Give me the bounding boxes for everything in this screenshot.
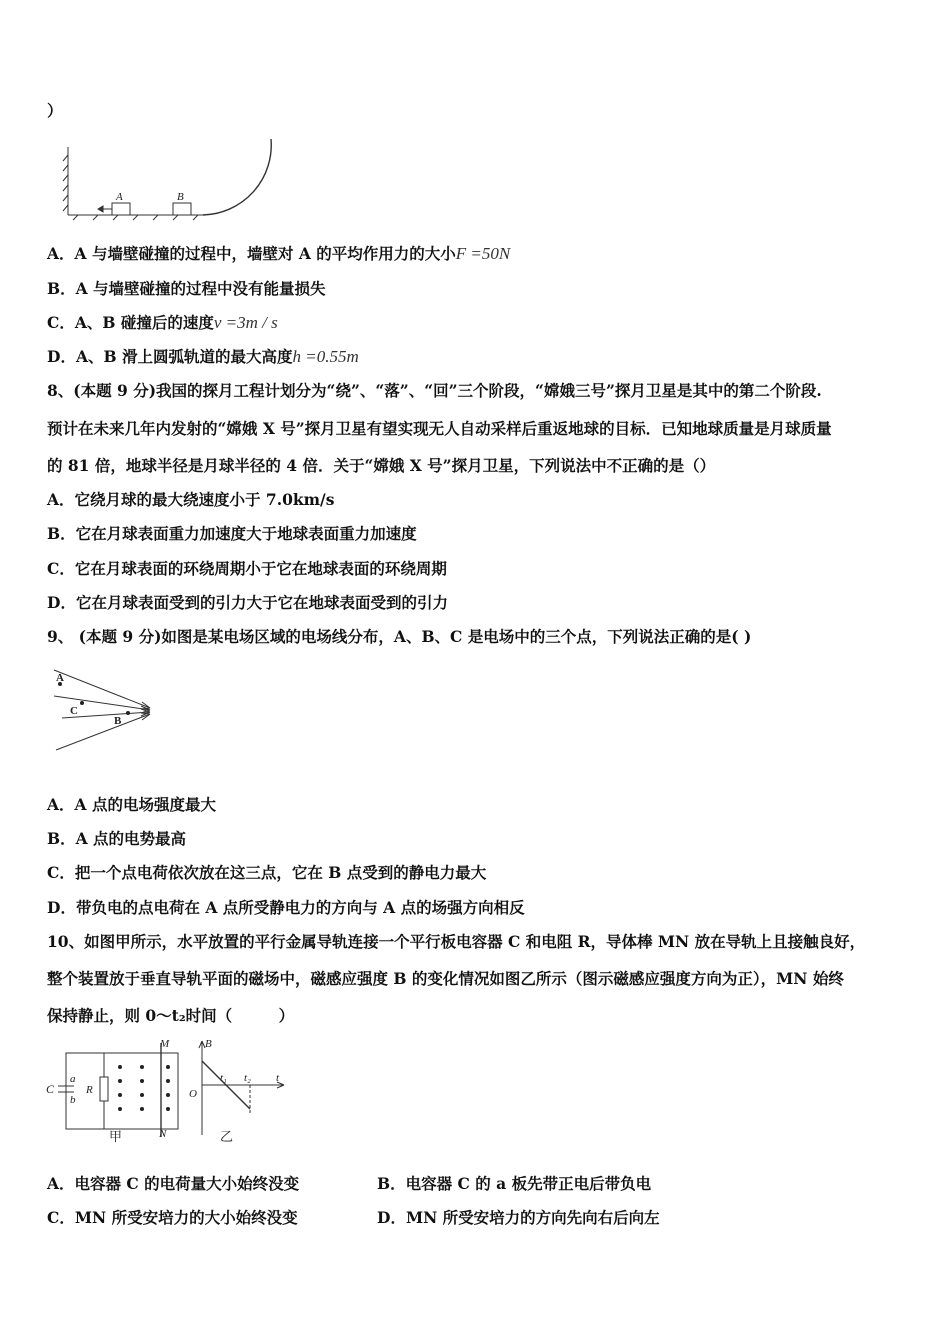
q10-option-b: B．电容器 C 的 a 板先带正电后带负电 bbox=[377, 1174, 652, 1193]
q7-figure-label-a: A bbox=[116, 191, 123, 203]
q7-option-b: B．A 与墙壁碰撞的过程中没有能量损失 bbox=[47, 279, 326, 298]
q8-stem-line-3: 的 81 倍，地球半径是月球半径的 4 倍．关于“嫦娥 X 号”探月卫星，下列说法中不正确的是（） bbox=[47, 456, 716, 475]
jia-caption: 甲 bbox=[109, 1130, 123, 1145]
q7-option-d: D．A、B 滑上圆弧轨道的最大高度h =0.55m bbox=[47, 347, 359, 366]
q10-option-d: D．MN 所受安培力的方向先向右后向左 bbox=[377, 1208, 660, 1227]
q9-figure-label-c: C bbox=[70, 705, 78, 717]
q7-option-a: A．A 与墙壁碰撞的过程中，墙壁对 A 的平均作用力的大小F =50N bbox=[47, 244, 511, 263]
q10-figure-yi bbox=[184, 1035, 290, 1147]
q7-option-c: C．A、B 碰撞后的速度v =3m / s bbox=[47, 313, 278, 332]
yi-label-b: B bbox=[205, 1038, 212, 1050]
q8-option-c: C．它在月球表面的环绕周期小于它在地球表面的环绕周期 bbox=[47, 559, 447, 578]
jia-label-n: N bbox=[159, 1128, 167, 1140]
q10-stem-line-1: 10、如图甲所示，水平放置的平行金属导轨连接一个平行板电容器 C 和电阻 R，导体棒 MN 放在导轨上且接触良好， bbox=[47, 932, 866, 951]
q8-option-d: D．它在月球表面受到的引力大于它在地球表面受到的引力 bbox=[47, 593, 448, 612]
yi-label-o: O bbox=[189, 1088, 197, 1100]
q9-option-d: D．带负电的点电荷在 A 点所受静电力的方向与 A 点的场强方向相反 bbox=[47, 898, 525, 917]
yi-label-t: t bbox=[276, 1072, 280, 1084]
jia-label-a: a bbox=[70, 1073, 76, 1085]
yi-label-t2: t₂ bbox=[244, 1072, 251, 1084]
q9-stem: 9、 (本题 9 分)如图是某电场区域的电场线分布，A、B、C 是电场中的三个点，下列说法正确的是( ) bbox=[47, 627, 752, 646]
q10-stem-line-3: 保持静止，则 0～t₂时间（ ） bbox=[47, 1006, 295, 1025]
q9-figure-label-a: A bbox=[56, 672, 64, 684]
jia-label-m: M bbox=[160, 1038, 170, 1050]
q8-option-b: B．它在月球表面重力加速度大于地球表面重力加速度 bbox=[47, 524, 417, 543]
jia-label-r: R bbox=[86, 1084, 93, 1096]
jia-label-c: C bbox=[46, 1082, 55, 1096]
yi-label-t1: t₁ bbox=[220, 1072, 227, 1084]
q9-field-lines-figure bbox=[48, 662, 164, 756]
q9-figure-label-b: B bbox=[114, 715, 122, 727]
q9-option-a: A．A 点的电场强度最大 bbox=[47, 795, 216, 814]
q8-stem-line-2: 预计在未来几年内发射的“嫦娥 X 号”探月卫星有望实现无人自动采样后重返地球的目标．已知地球质量是月球质量 bbox=[47, 419, 832, 438]
q9-option-c: C．把一个点电荷依次放在这三点，它在 B 点受到的静电力最大 bbox=[47, 863, 487, 882]
q7-closing-paren: ） bbox=[47, 101, 63, 120]
q7-figure-label-b: B bbox=[177, 191, 184, 203]
q8-option-a: A．它绕月球的最大绕速度小于 7.0km/s bbox=[47, 490, 335, 509]
yi-caption: 乙 bbox=[220, 1130, 234, 1145]
q10-stem-line-2: 整个装置放于垂直导轨平面的磁场中，磁感应强度 B 的变化情况如图乙所示（图示磁感应强度方向为正），MN 始终 bbox=[47, 969, 844, 988]
q10-figure-jia bbox=[44, 1035, 194, 1147]
q9-option-b: B．A 点的电势最高 bbox=[47, 829, 187, 848]
q10-option-a: A．电容器 C 的电荷量大小始终没变 bbox=[47, 1174, 300, 1193]
q10-option-c: C．MN 所受安培力的大小始终没变 bbox=[47, 1208, 298, 1227]
q8-stem-line-1: 8、(本题 9 分)我国的探月工程计划分为“绕”、“落”、“回”三个阶段，“嫦娥三号”探月卫星是其中的第二个阶段. bbox=[47, 381, 822, 400]
jia-label-b: b bbox=[70, 1094, 76, 1106]
q7-track-figure bbox=[58, 135, 278, 221]
